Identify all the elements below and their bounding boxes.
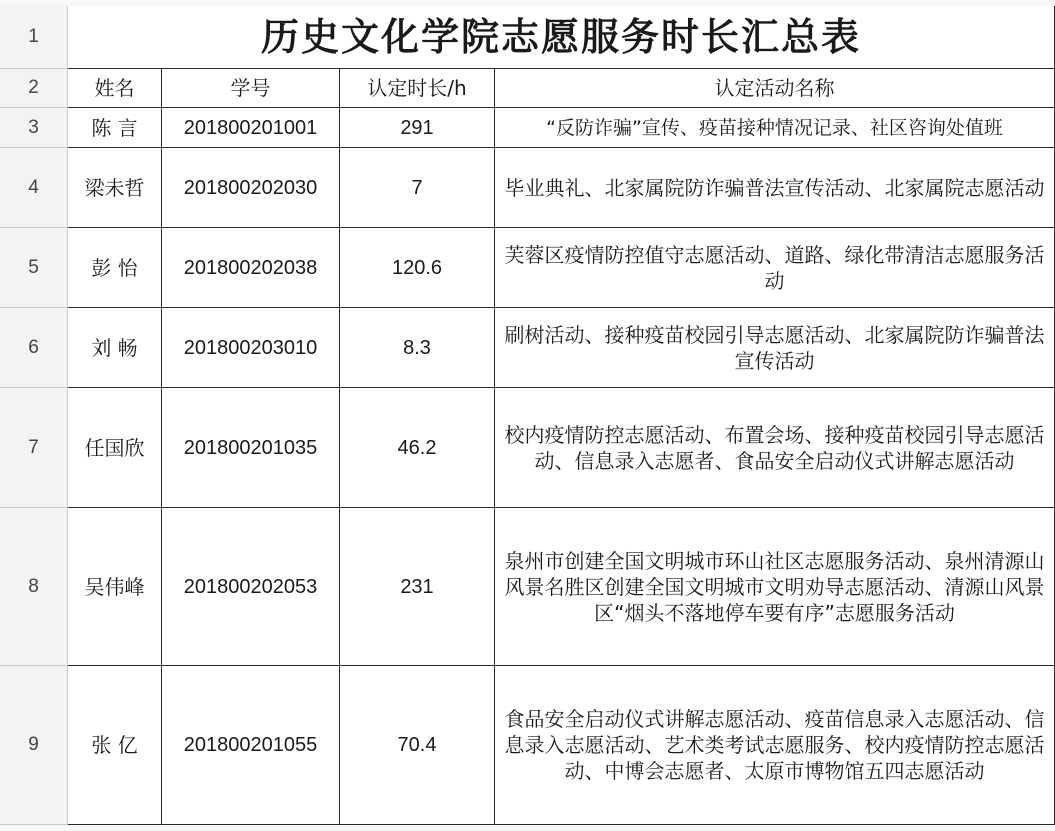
cell-name[interactable]: 任国欣 xyxy=(68,388,162,508)
cell-student-id[interactable]: 201800202038 xyxy=(162,228,340,308)
row-header-5[interactable]: 5 xyxy=(0,228,68,308)
cell-name[interactable]: 吴伟峰 xyxy=(68,508,162,666)
row-header-1[interactable]: 1 xyxy=(0,6,68,69)
cell-hours[interactable]: 7 xyxy=(340,148,495,228)
cell-name[interactable]: 张 亿 xyxy=(68,666,162,825)
cell-hours[interactable]: 231 xyxy=(340,508,495,666)
cell-student-id[interactable]: 201800202030 xyxy=(162,148,340,228)
cell-student-id[interactable]: 201800201055 xyxy=(162,666,340,825)
header-name[interactable]: 姓名 xyxy=(68,69,162,108)
cell-hours[interactable]: 70.4 xyxy=(340,666,495,825)
row-header-3[interactable]: 3 xyxy=(0,108,68,148)
cell-hours[interactable]: 120.6 xyxy=(340,228,495,308)
cell-activities[interactable]: 校内疫情防控志愿活动、布置会场、接种疫苗校园引导志愿活动、信息录入志愿者、食品安全启动仪式讲解志愿活动 xyxy=(495,388,1055,508)
cell-activities[interactable]: “反防诈骗”宣传、疫苗接种情况记录、社区咨询处值班 xyxy=(495,108,1055,148)
cell-name[interactable]: 彭 怡 xyxy=(68,228,162,308)
cell-activities[interactable]: 刷树活动、接种疫苗校园引导志愿活动、北家属院防诈骗普法宣传活动 xyxy=(495,308,1055,388)
sheet-title[interactable]: 历史文化学院志愿服务时长汇总表 xyxy=(68,6,1055,69)
cell-hours[interactable]: 291 xyxy=(340,108,495,148)
cell-name[interactable]: 陈 言 xyxy=(68,108,162,148)
row-header-6[interactable]: 6 xyxy=(0,308,68,388)
cell-student-id[interactable]: 201800201035 xyxy=(162,388,340,508)
cell-activities[interactable]: 毕业典礼、北家属院防诈骗普法宣传活动、北家属院志愿活动 xyxy=(495,148,1055,228)
row-header-2[interactable]: 2 xyxy=(0,69,68,108)
header-student-id[interactable]: 学号 xyxy=(162,69,340,108)
cell-name[interactable]: 梁未哲 xyxy=(68,148,162,228)
cell-hours[interactable]: 8.3 xyxy=(340,308,495,388)
header-activities[interactable]: 认定活动名称 xyxy=(495,69,1055,108)
bottom-edge xyxy=(0,825,1055,831)
cell-student-id[interactable]: 201800201001 xyxy=(162,108,340,148)
row-header-7[interactable]: 7 xyxy=(0,388,68,508)
header-hours[interactable]: 认定时长/h xyxy=(340,69,495,108)
cell-activities[interactable]: 食品安全启动仪式讲解志愿活动、疫苗信息录入志愿活动、信息录入志愿活动、艺术类考试志愿服务、校内疫情防控志愿活动、中博会志愿者、太原市博物馆五四志愿活动 xyxy=(495,666,1055,825)
cell-activities[interactable]: 泉州市创建全国文明城市环山社区志愿服务活动、泉州清源山风景名胜区创建全国文明城市文明劝导志愿活动、清源山风景区“烟头不落地停车要有序”志愿服务活动 xyxy=(495,508,1055,666)
row-header-4[interactable]: 4 xyxy=(0,148,68,228)
cell-student-id[interactable]: 201800203010 xyxy=(162,308,340,388)
cell-activities[interactable]: 芙蓉区疫情防控值守志愿活动、道路、绿化带清洁志愿服务活动 xyxy=(495,228,1055,308)
row-header-8[interactable]: 8 xyxy=(0,508,68,666)
cell-hours[interactable]: 46.2 xyxy=(340,388,495,508)
cell-name[interactable]: 刘 畅 xyxy=(68,308,162,388)
row-header-9[interactable]: 9 xyxy=(0,666,68,825)
cell-student-id[interactable]: 201800202053 xyxy=(162,508,340,666)
